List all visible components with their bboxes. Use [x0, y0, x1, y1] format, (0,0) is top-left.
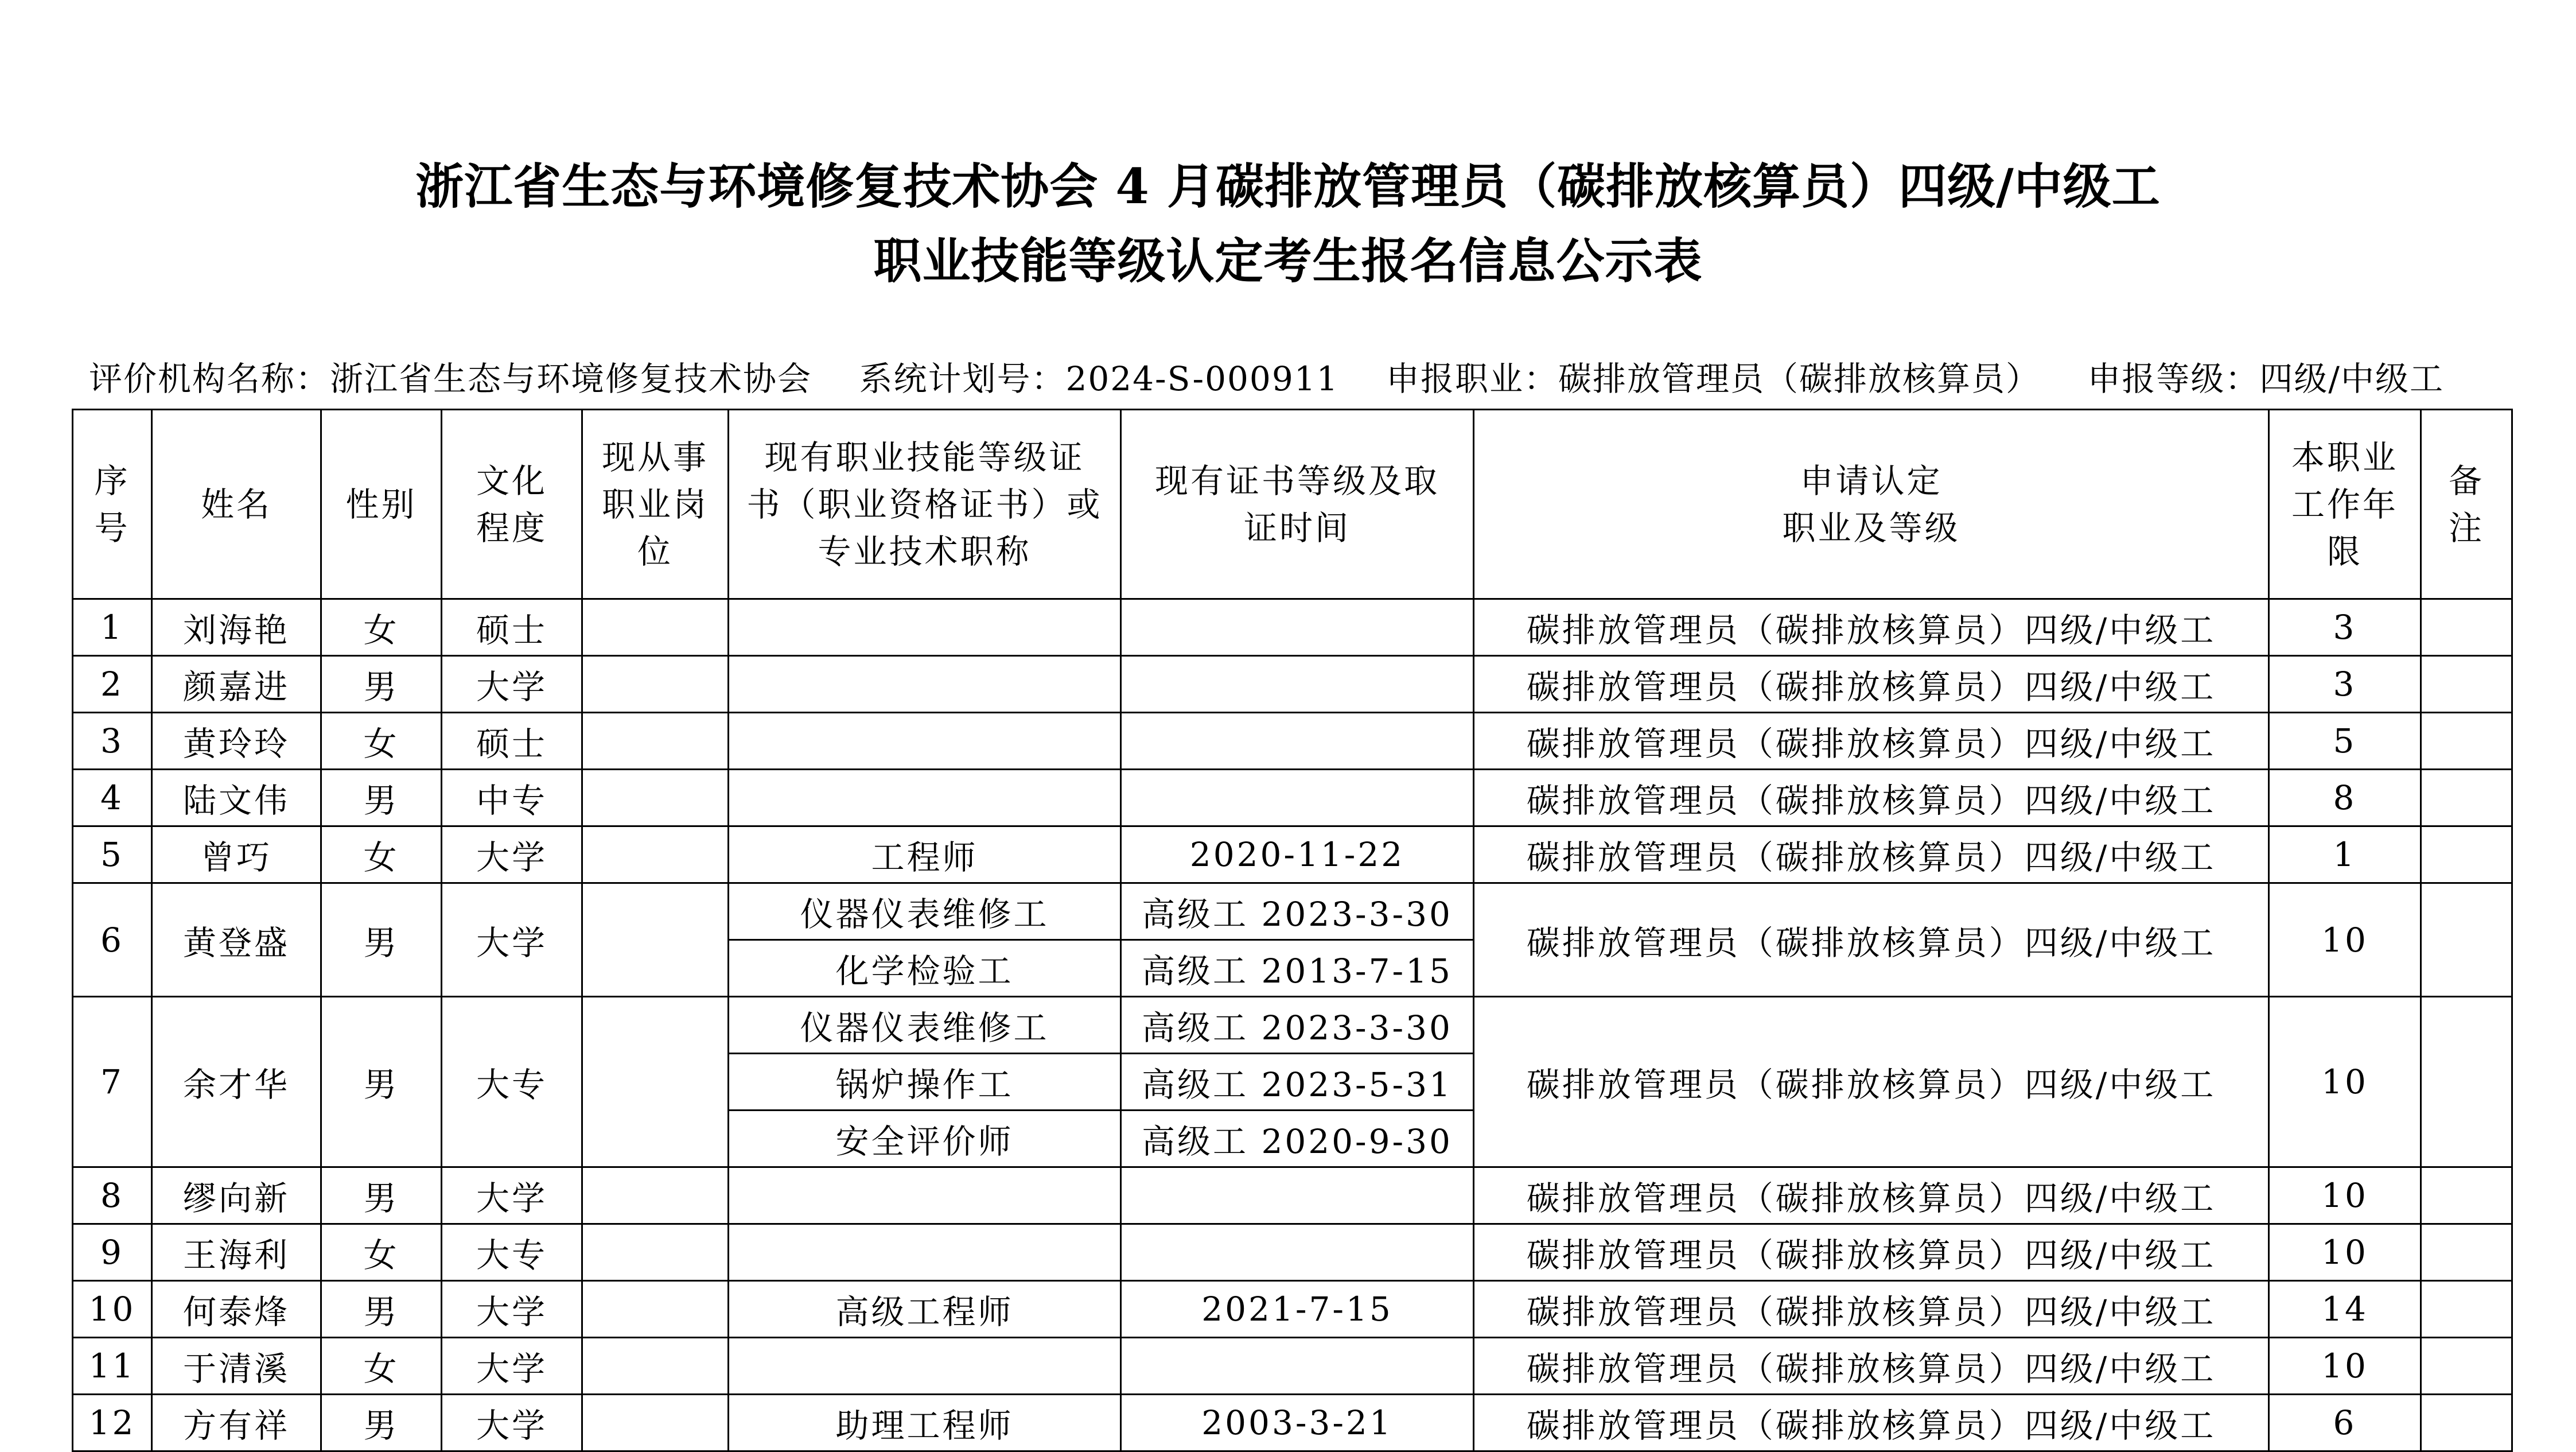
cell-name: 刘海艳 [152, 599, 321, 656]
cell-gender: 女 [321, 826, 442, 883]
cell-education: 中专 [442, 770, 582, 826]
header-gender: 性别 [321, 410, 442, 599]
cell-remark [2421, 1281, 2512, 1338]
cell-education: 大学 [442, 1338, 582, 1395]
cell-gender: 男 [321, 1281, 442, 1338]
header-apply-level: 申请认定 职业及等级 [1474, 410, 2269, 599]
cell-seq: 6 [73, 883, 152, 997]
cell-certificate: 仪器仪表维修工 [729, 883, 1121, 940]
cell-certificate: 助理工程师 [729, 1395, 1121, 1451]
cell-gender: 女 [321, 599, 442, 656]
cell-name: 王海利 [152, 1224, 321, 1281]
cell-certificate-date: 高级工 2023-5-31 [1121, 1054, 1474, 1111]
cell-remark [2421, 656, 2512, 713]
cell-current-post [582, 883, 729, 997]
cell-education: 大专 [442, 997, 582, 1167]
cell-apply-level: 碳排放管理员（碳排放核算员）四级/中级工 [1474, 997, 2269, 1167]
cell-certificate: 安全评价师 [729, 1111, 1121, 1167]
cell-apply-level: 碳排放管理员（碳排放核算员）四级/中级工 [1474, 599, 2269, 656]
cell-education: 大学 [442, 656, 582, 713]
table-row [73, 713, 2512, 770]
header-seq: 序 号 [73, 410, 152, 599]
meta-occupation: 申报职业：碳排放管理员（碳排放核算员） [1386, 359, 2040, 398]
cell-remark [2421, 1224, 2512, 1281]
document-subtitle: 职业技能等级认定考生报名信息公示表 [873, 232, 1703, 289]
cell-apply-level: 碳排放管理员（碳排放核算员）四级/中级工 [1474, 770, 2269, 826]
cell-education: 硕士 [442, 599, 582, 656]
cell-remark [2421, 770, 2512, 826]
document-title: 浙江省生态与环境修复技术协会 4 月碳排放管理员（碳排放核算员）四级/中级工 [415, 158, 2161, 215]
cell-seq: 3 [73, 713, 152, 770]
header-education: 文化 程度 [442, 410, 582, 599]
table-row [73, 770, 2512, 826]
cell-work-years: 5 [2269, 713, 2421, 770]
cell-remark [2421, 599, 2512, 656]
cell-name: 曾巧 [152, 826, 321, 883]
table-row [73, 997, 2512, 1054]
cell-apply-level: 碳排放管理员（碳排放核算员）四级/中级工 [1474, 1281, 2269, 1338]
cell-apply-level: 碳排放管理员（碳排放核算员）四级/中级工 [1474, 1224, 2269, 1281]
cell-certificate: 化学检验工 [729, 940, 1121, 997]
cell-education: 大专 [442, 1224, 582, 1281]
cell-current-post [582, 770, 729, 826]
cell-education: 大学 [442, 1167, 582, 1224]
cell-work-years: 1 [2269, 826, 2421, 883]
cell-apply-level: 碳排放管理员（碳排放核算员）四级/中级工 [1474, 713, 2269, 770]
cell-seq: 10 [73, 1281, 152, 1338]
cell-name: 黄登盛 [152, 883, 321, 997]
cell-remark [2421, 1338, 2512, 1395]
cell-gender: 男 [321, 883, 442, 997]
table-row [73, 1338, 2512, 1395]
meta-line [89, 356, 2444, 402]
cell-apply-level: 碳排放管理员（碳排放核算员）四级/中级工 [1474, 883, 2269, 997]
cell-gender: 男 [321, 656, 442, 713]
cell-work-years: 10 [2269, 1338, 2421, 1395]
cell-current-post [582, 713, 729, 770]
meta-plan: 系统计划号：2024-S-000911 [859, 359, 1339, 398]
cell-remark [2421, 997, 2512, 1167]
cell-apply-level: 碳排放管理员（碳排放核算员）四级/中级工 [1474, 656, 2269, 713]
cell-gender: 女 [321, 1338, 442, 1395]
header-certificate: 现有职业技能等级证 书（职业资格证书）或 专业技术职称 [729, 410, 1121, 599]
cell-work-years: 10 [2269, 883, 2421, 997]
header-current-post: 现从事 职业岗 位 [582, 410, 729, 599]
cell-certificate [729, 713, 1121, 770]
cell-education: 大学 [442, 1395, 582, 1451]
cell-seq: 7 [73, 997, 152, 1167]
meta-level: 申报等级：四级/中级工 [2087, 359, 2444, 398]
cell-current-post [582, 656, 729, 713]
table-row [73, 1395, 2512, 1451]
table-header-row [73, 410, 2512, 599]
applicant-table [72, 409, 2513, 1452]
cell-work-years: 10 [2269, 1224, 2421, 1281]
cell-name: 于清溪 [152, 1338, 321, 1395]
cell-current-post [582, 1224, 729, 1281]
cell-certificate [729, 599, 1121, 656]
table-row [73, 1281, 2512, 1338]
cell-name: 余才华 [152, 997, 321, 1167]
cell-remark [2421, 883, 2512, 997]
cell-seq: 1 [73, 599, 152, 656]
cell-gender: 男 [321, 997, 442, 1167]
cell-current-post [582, 1338, 729, 1395]
cell-work-years: 10 [2269, 997, 2421, 1167]
cell-certificate [729, 770, 1121, 826]
cell-education: 大学 [442, 826, 582, 883]
cell-apply-level: 碳排放管理员（碳排放核算员）四级/中级工 [1474, 1395, 2269, 1451]
cell-gender: 男 [321, 1395, 442, 1451]
cell-certificate [729, 1224, 1121, 1281]
cell-certificate: 工程师 [729, 826, 1121, 883]
cell-apply-level: 碳排放管理员（碳排放核算员）四级/中级工 [1474, 1167, 2269, 1224]
cell-work-years: 14 [2269, 1281, 2421, 1338]
cell-certificate-date: 2020-11-22 [1121, 826, 1474, 883]
cell-remark [2421, 826, 2512, 883]
cell-work-years: 6 [2269, 1395, 2421, 1451]
cell-name: 陆文伟 [152, 770, 321, 826]
cell-seq: 5 [73, 826, 152, 883]
cell-certificate-date: 高级工 2013-7-15 [1121, 940, 1474, 997]
cell-certificate-date: 2021-7-15 [1121, 1281, 1474, 1338]
cell-name: 方有祥 [152, 1395, 321, 1451]
cell-certificate-date: 高级工 2020-9-30 [1121, 1111, 1474, 1167]
table-row [73, 1167, 2512, 1224]
cell-seq: 8 [73, 1167, 152, 1224]
cell-certificate-date: 高级工 2023-3-30 [1121, 997, 1474, 1054]
cell-name: 黄玲玲 [152, 713, 321, 770]
header-certificate-date: 现有证书等级及取 证时间 [1121, 410, 1474, 599]
cell-name: 何泰烽 [152, 1281, 321, 1338]
meta-org: 评价机构名称：浙江省生态与环境修复技术协会 [89, 359, 812, 398]
cell-current-post [582, 1167, 729, 1224]
table-body [73, 599, 2512, 1451]
cell-certificate-date: 2003-3-21 [1121, 1395, 1474, 1451]
cell-remark [2421, 1167, 2512, 1224]
cell-current-post [582, 1281, 729, 1338]
cell-current-post [582, 599, 729, 656]
cell-seq: 12 [73, 1395, 152, 1451]
cell-apply-level: 碳排放管理员（碳排放核算员）四级/中级工 [1474, 1338, 2269, 1395]
header-work-years: 本职业 工作年 限 [2269, 410, 2421, 599]
cell-work-years: 3 [2269, 656, 2421, 713]
cell-certificate: 高级工程师 [729, 1281, 1121, 1338]
cell-certificate-date: 高级工 2023-3-30 [1121, 883, 1474, 940]
cell-work-years: 3 [2269, 599, 2421, 656]
header-name: 姓名 [152, 410, 321, 599]
table-row [73, 599, 2512, 656]
table-row [73, 656, 2512, 713]
cell-certificate-date [1121, 770, 1474, 826]
cell-certificate [729, 1338, 1121, 1395]
cell-education: 硕士 [442, 713, 582, 770]
header-remark: 备 注 [2421, 410, 2512, 599]
cell-certificate [729, 656, 1121, 713]
cell-education: 大学 [442, 883, 582, 997]
cell-remark [2421, 1395, 2512, 1451]
cell-certificate-date [1121, 1224, 1474, 1281]
cell-work-years: 8 [2269, 770, 2421, 826]
cell-remark [2421, 713, 2512, 770]
table-row [73, 826, 2512, 883]
cell-gender: 女 [321, 1224, 442, 1281]
table-row [73, 883, 2512, 940]
cell-education: 大学 [442, 1281, 582, 1338]
cell-certificate: 仪器仪表维修工 [729, 997, 1121, 1054]
cell-seq: 2 [73, 656, 152, 713]
cell-seq: 4 [73, 770, 152, 826]
cell-current-post [582, 826, 729, 883]
cell-gender: 男 [321, 1167, 442, 1224]
cell-work-years: 10 [2269, 1167, 2421, 1224]
cell-seq: 11 [73, 1338, 152, 1395]
cell-current-post [582, 1395, 729, 1451]
cell-gender: 女 [321, 713, 442, 770]
cell-certificate: 锅炉操作工 [729, 1054, 1121, 1111]
cell-name: 颜嘉进 [152, 656, 321, 713]
cell-certificate-date [1121, 599, 1474, 656]
cell-apply-level: 碳排放管理员（碳排放核算员）四级/中级工 [1474, 826, 2269, 883]
cell-name: 缪向新 [152, 1167, 321, 1224]
cell-certificate-date [1121, 713, 1474, 770]
table-row [73, 1224, 2512, 1281]
cell-seq: 9 [73, 1224, 152, 1281]
cell-certificate-date [1121, 656, 1474, 713]
cell-current-post [582, 997, 729, 1167]
cell-certificate-date [1121, 1167, 1474, 1224]
cell-certificate-date [1121, 1338, 1474, 1395]
cell-gender: 男 [321, 770, 442, 826]
cell-certificate [729, 1167, 1121, 1224]
